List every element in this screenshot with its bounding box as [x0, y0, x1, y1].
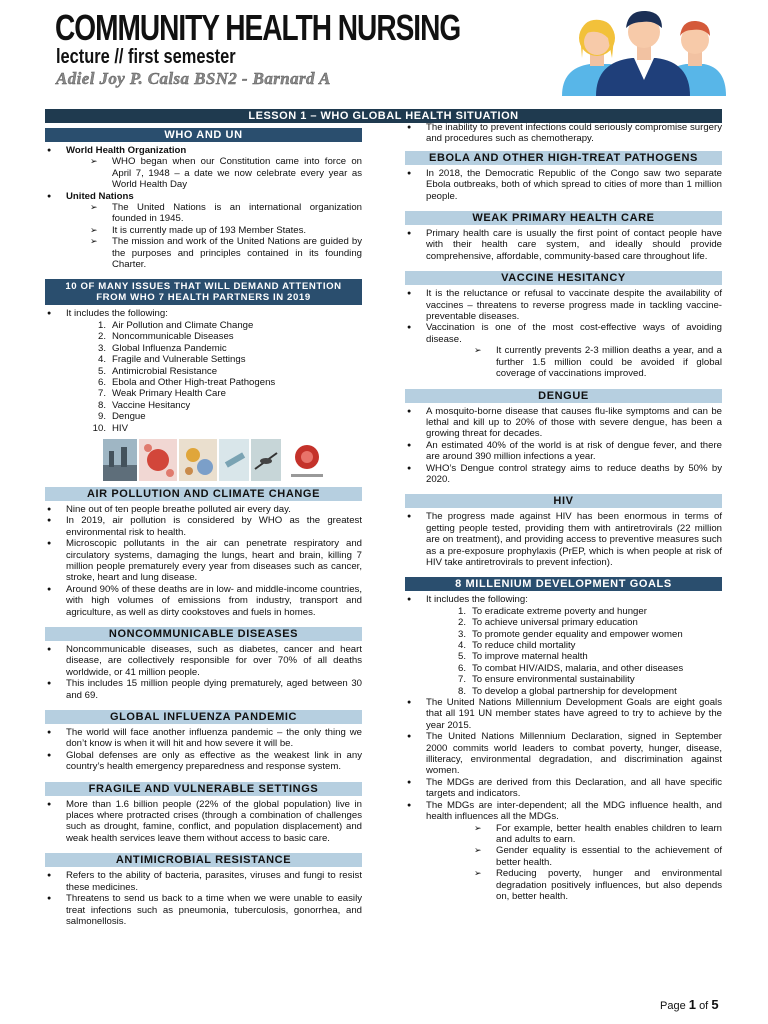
numbered-item — [66, 331, 362, 342]
list-item — [405, 322, 722, 379]
section-mdg — [405, 577, 722, 902]
numbered-item — [426, 674, 722, 685]
hiv-virus-image — [283, 439, 331, 481]
item-number: 8. — [457, 685, 466, 697]
section-antimicrobial — [45, 853, 362, 927]
numbered-item — [426, 606, 722, 617]
list-item — [45, 145, 362, 191]
item-number: 9. — [97, 411, 106, 423]
item-number: 8. — [97, 399, 106, 411]
section-heading: FRAGILE AND VULNERABLE SETTINGS — [45, 782, 362, 796]
section-heading: WEAK PRIMARY HEALTH CARE — [405, 211, 722, 225]
item-number: 5. — [457, 651, 466, 663]
list-item: ➢ WHO began when our Constitution came into force on April 7, 1948 – a date we now celebrate every year as World Health Day — [66, 156, 362, 190]
list-item: ➢ The mission and work of the United Nations are guided by the purposes and principles contained in its founding Charter. — [66, 236, 362, 270]
item-text: Vaccination is one of the most cost-effective ways of avoiding disease. — [426, 322, 722, 345]
item-text: Vaccine Hesitancy — [112, 399, 191, 411]
section-heading: VACCINE HESITANCY — [405, 271, 722, 285]
numbered-item — [426, 617, 722, 628]
page-total: 5 — [711, 997, 719, 1012]
numbered-item — [66, 320, 362, 331]
page-number: 1 — [688, 997, 696, 1012]
section-issues — [45, 279, 362, 480]
item-text: Antimicrobial Resistance — [112, 365, 218, 377]
numbered-item — [66, 354, 362, 365]
section-heading: 10 OF MANY ISSUES THAT WILL DEMAND ATTENTION FROM WHO 7 HEALTH PARTNERS IN 2019 — [45, 279, 362, 305]
item-number: 1. — [97, 319, 106, 331]
right-column — [405, 122, 722, 911]
section-vaccine-hesitancy — [405, 271, 722, 379]
item-text: Noncommunicable Diseases — [112, 331, 234, 343]
item-number: 6. — [457, 662, 466, 674]
item-text: To ensure environmental sustainability — [472, 674, 635, 686]
section-dengue — [405, 389, 722, 486]
mosquito-image — [251, 439, 281, 481]
numbered-item — [66, 343, 362, 354]
page-footer — [660, 997, 719, 1012]
section-primary-health — [405, 211, 722, 262]
vaccine-image — [219, 439, 249, 481]
item-number: 7. — [457, 674, 466, 686]
list-item: ● More than 1.6 billion people (22% of the global population) live in places where protracted crises (through a combination of challenges such as drought, famine, conflict, and population displacement) and weak health services leave them without access to basic care. — [45, 799, 362, 845]
item-number: 6. — [97, 376, 106, 388]
item-text: To promote gender equality and empower women — [472, 628, 683, 640]
list-item: ● Primary health care is usually the first point of contact people have with their health care system, and ideally should provide comprehensive, affordable, community-based care throughout life. — [405, 228, 722, 262]
item-number: 5. — [97, 365, 106, 377]
section-fragile — [45, 782, 362, 845]
item-text: To combat HIV/AIDS, malaria, and other diseases — [472, 662, 684, 674]
section-air-pollution — [45, 487, 362, 618]
section-ebola — [405, 151, 722, 202]
list-item: ● Global defenses are only as effective as the weakest link in any country’s health emergency preparedness and response system. — [45, 750, 362, 773]
numbered-item — [66, 400, 362, 411]
numbered-item — [66, 411, 362, 422]
list-item: ● Threatens to send us back to a time when we were unable to easily treat infections such as pneumonia, tuberculosis, gonorrhea, and salmonellosis. — [45, 893, 362, 927]
people-avatars-illustration — [560, 4, 728, 96]
list-item: ● In 2019, air pollution is considered by WHO as the greatest environmental risk to health. — [45, 515, 362, 538]
list-item: ● An estimated 40% of the world is at risk of dengue fever, and there are around 390 million infections a year. — [405, 440, 722, 463]
intro-text: It includes the following: — [66, 308, 168, 320]
item-text: To reduce child mortality — [472, 640, 576, 651]
item-text: Weak Primary Health Care — [112, 388, 226, 400]
list-item: ● Around 90% of these deaths are in low- and middle-income countries, with high volumes of emissions from industry, transport and agriculture, as well as dirty cookstoves and fuels in homes. — [45, 584, 362, 618]
document-subtitle: lecture // first semester — [56, 46, 236, 68]
section-who-un — [45, 128, 362, 270]
item-text: The MDGs are inter-dependent; all the MDG influence health, and health influences all the MDGs. — [426, 799, 722, 823]
document-title: COMMUNITY HEALTH NURSING — [55, 7, 461, 48]
numbered-item — [426, 651, 722, 662]
page-word: Page — [660, 1000, 686, 1012]
list-item: ● The United Nations Millennium Declaration, signed in September 2000 commits world leaders to combat poverty, hunger, disease, illiteracy, environmental degradation, and discrimination against women. — [405, 731, 722, 777]
virus-image — [139, 439, 177, 481]
section-noncommunicable — [45, 627, 362, 701]
list-item: ● WHO’s Dengue control strategy aims to reduce deaths by 50% by 2020. — [405, 463, 722, 486]
numbered-item — [66, 366, 362, 377]
list-item: ● The world will face another influenza pandemic – the only thing we don’t know is when it will hit and how severe it will be. — [45, 727, 362, 750]
item-number: 1. — [457, 605, 466, 617]
list-item: ➢ Reducing poverty, hunger and environmental degradation positively influences, but also depends on, better health. — [450, 868, 722, 902]
item-text: To improve maternal health — [472, 651, 588, 663]
list-item: ➢ The United Nations is an international organization founded in 1945. — [66, 202, 362, 225]
section-heading: HIV — [405, 494, 722, 508]
list-item: ● Refers to the ability of bacteria, parasites, viruses and fungi to resist these medicines. — [45, 870, 362, 893]
item-text: Fragile and Vulnerable Settings — [112, 354, 246, 366]
list-item: ● In 2018, the Democratic Republic of the Congo saw two separate Ebola outbreaks, both of which spread to cities of more than 1 million people. — [405, 168, 722, 202]
list-item: ● It is the reluctance or refusal to vaccinate despite the availability of vaccines – threatens to reverse progress made in tackling vaccine-preventable diseases. — [405, 288, 722, 322]
section-heading: NONCOMMUNICABLE DISEASES — [45, 627, 362, 641]
item-text: Ebola and Other High-treat Pathogens — [112, 376, 276, 388]
item-number: 2. — [457, 617, 466, 629]
section-influenza — [45, 710, 362, 773]
item-text: Global Influenza Pandemic — [112, 342, 227, 354]
list-item: ● Nine out of ten people breathe polluted air every day. — [45, 504, 362, 515]
left-column — [45, 128, 362, 936]
lesson-title-bar: LESSON 1 – WHO GLOBAL HEALTH SITUATION — [45, 109, 722, 123]
section-heading: AIR POLLUTION AND CLIMATE CHANGE — [45, 487, 362, 501]
item-text: To achieve universal primary education — [472, 617, 638, 629]
list-item: ● The progress made against HIV has been enormous in terms of getting people tested, providing them with antiretrovirals (22 million are on treatment), and providing access to preventive measures such as a pre-exposure prophylaxis (PrEP, which is when people at risk of HIV take antiretrovirals to prevent infection). — [405, 511, 722, 568]
numbered-item — [66, 423, 362, 434]
bacteria-image — [179, 439, 217, 481]
list-item: ➢ It currently prevents 2-3 million deaths a year, and a further 1.5 million could be avoided if global coverage of vaccinations improved. — [450, 345, 722, 379]
numbered-item — [426, 629, 722, 640]
section-heading: 8 MILLENIUM DEVELOPMENT GOALS — [405, 577, 722, 591]
un-label: United Nations — [66, 190, 134, 202]
list-item: ● Noncommunicable diseases, such as diabetes, cancer and heart disease, are collectively responsible for over 70% of all deaths worldwide, or 41 million people. — [45, 644, 362, 678]
list-item — [45, 308, 362, 433]
item-number: 3. — [457, 628, 466, 640]
list-item: ● Microscopic pollutants in the air can penetrate respiratory and circulatory systems, damaging the lungs, heart and brain, killing 7 million people prematurely every year from diseases such as cancer, stroke, heart and lung disease. — [45, 538, 362, 584]
section-heading: GLOBAL INFLUENZA PANDEMIC — [45, 710, 362, 724]
list-item — [405, 594, 722, 697]
item-number: 7. — [97, 388, 106, 400]
item-text: To eradicate extreme poverty and hunger — [472, 605, 647, 617]
list-item: ➢ It is currently made up of 193 Member States. — [66, 225, 362, 236]
numbered-item — [66, 377, 362, 388]
item-number: 3. — [97, 342, 106, 354]
pollution-image — [103, 439, 137, 481]
section-hiv — [405, 494, 722, 568]
section-heading: DENGUE — [405, 389, 722, 403]
list-item — [405, 800, 722, 903]
who-label: World Health Organization — [66, 145, 187, 156]
numbered-item — [426, 663, 722, 674]
list-item: ● This includes 15 million people dying prematurely, aged between 30 and 69. — [45, 678, 362, 701]
item-text: Air Pollution and Climate Change — [112, 319, 254, 331]
numbered-item — [426, 640, 722, 651]
author-line: Adiel Joy P. Calsa BSN2 - Barnard A — [56, 69, 331, 88]
section-amr-continued — [405, 122, 722, 145]
numbered-item — [426, 686, 722, 697]
list-item: ➢ For example, better health enables children to learn and adults to earn. — [450, 823, 722, 846]
list-item: ● The MDGs are derived from this Declaration, and all have specific targets and indicators. — [405, 777, 722, 800]
item-number: 2. — [97, 331, 106, 343]
numbered-item — [66, 388, 362, 399]
section-heading: ANTIMICROBIAL RESISTANCE — [45, 853, 362, 867]
issues-image-strip — [103, 439, 362, 481]
item-number: 10. — [92, 422, 106, 434]
list-item: ● A mosquito-borne disease that causes flu-like symptoms and can be lethal and kill up to 20% of those with severe dengue, has been a growing threat for decades. — [405, 406, 722, 440]
intro-text: It includes the following: — [426, 594, 528, 606]
item-text: Dengue — [112, 411, 146, 423]
list-item: ➢ Gender equality is essential to the achievement of better health. — [450, 845, 722, 868]
item-text: To develop a global partnership for development — [472, 685, 677, 697]
list-item: ● The inability to prevent infections could seriously compromise surgery and procedures such as chemotherapy. — [405, 122, 722, 145]
item-number: 4. — [97, 354, 106, 366]
item-number: 4. — [457, 640, 466, 651]
list-item: ● The United Nations Millennium Development Goals are eight goals that all 191 UN member states have agreed to try to achieve by the year 2015. — [405, 697, 722, 731]
list-item — [45, 191, 362, 271]
of-word: of — [699, 1000, 709, 1012]
section-heading: EBOLA AND OTHER HIGH-TREAT PATHOGENS — [405, 151, 722, 165]
section-heading: WHO AND UN — [45, 128, 362, 142]
item-text: HIV — [112, 422, 128, 434]
